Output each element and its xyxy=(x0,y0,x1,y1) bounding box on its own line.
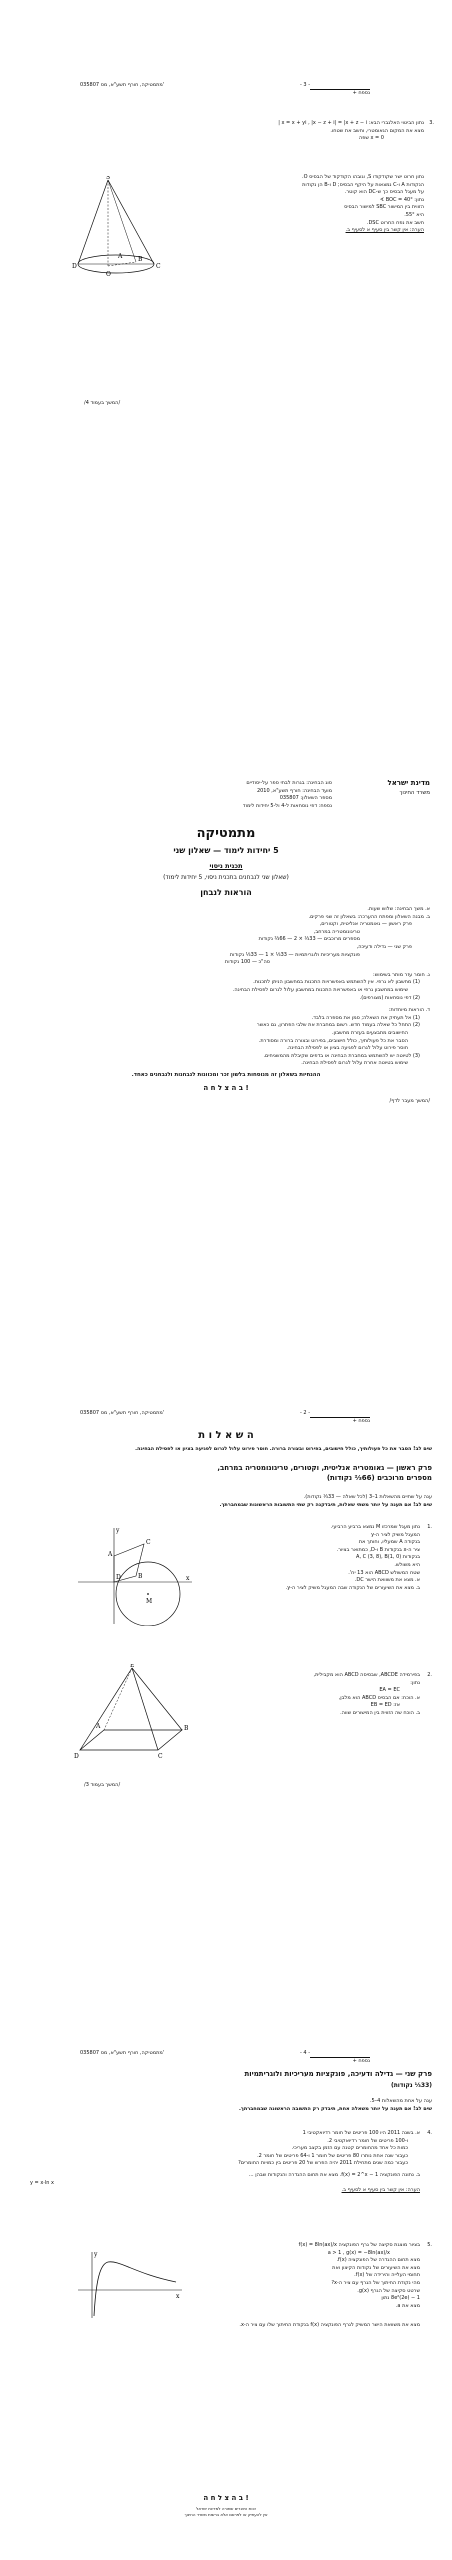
meta-value: דפי נוסחאות ל-4 ול-5 יחידות לימוד xyxy=(242,802,318,809)
header-appendix: + נספח xyxy=(310,2057,370,2064)
q1-line: שטח המשולש ABCD הוא 13 יח'. xyxy=(348,1569,420,1576)
instruction-line: (2) התחל כל שאלה בעמוד חדש. רשום במחברת את שלבי הפתרון, גם כאשר xyxy=(256,1022,420,1029)
q3-line: x = 0 שפה xyxy=(358,135,384,142)
instruction-line: (1) אל תעתיק את השאלה; סמן את מספרה בלבד. xyxy=(311,1014,420,1021)
q3-line: הנקודות A ו-C נמצאות על היקף הבסיס; D ו-B הן נקודות xyxy=(302,181,424,188)
q5-line: מהי נקודת החיתוך של הגרף עם ציר ה-x? xyxy=(331,2279,420,2286)
q3-line: נתון חרוט ישר שקודקודו S, וגובהו הקודקוד של הבסיס O. xyxy=(302,174,424,180)
instruction-line: ד. הוראות מיוחדות: xyxy=(388,1007,430,1014)
page-3 xyxy=(0,0,452,406)
q2-line: ב. הוכח שה הזווית בין המישורים שווה. xyxy=(340,1709,420,1716)
instruction-line: חוסר פירוט עלול לגרום לפגיעה בציון או לפסילת הבחינה. xyxy=(286,1045,408,1052)
instruction-line: (1) מחשבון לא גרפי. אין להשתמש באפשרויות התכנות במחשבון הניתן לתכנות. xyxy=(253,979,420,986)
q1-line: א. מצא את משוואת הישר DC. xyxy=(354,1577,420,1584)
ministry-name: משרד החינוך xyxy=(399,790,430,796)
meta-label: סוג הבחינה: xyxy=(306,780,332,786)
q1-line: נתון מעגל שמרכזו M נמצא ברביע הרביעי. xyxy=(330,1524,420,1530)
copyright-line: זכות היוצרים שמורה למדינת ישראל xyxy=(196,2506,256,2511)
meta-value: 035807 xyxy=(279,795,299,802)
cone-label: B xyxy=(138,256,143,263)
header-page-number: - 3 - xyxy=(300,82,310,88)
questions-title: ה ש א ל ו ת xyxy=(198,1430,254,1441)
exam-title: מתמטיקה xyxy=(196,826,256,841)
q2-line: בפירמידה ABCDE, שבסיסה ABCD הוא מקבילית, xyxy=(313,1672,420,1678)
continue-note: /המשך בעמוד 4/ xyxy=(84,400,121,406)
question-number: 3. xyxy=(429,120,434,126)
cone-label: A xyxy=(118,253,123,260)
pyramid-label: A xyxy=(96,1723,101,1730)
function-graph xyxy=(76,2250,186,2320)
pyramid-label: E xyxy=(130,1664,135,1669)
circle-label: B xyxy=(138,1573,143,1580)
q1-line: המעגל משיק לציר ה-y xyxy=(371,1531,420,1538)
q5-line: מצא את השיעורים של נקודות הקיצון ואת xyxy=(332,2264,420,2271)
circle-label: C xyxy=(146,1539,151,1546)
question-3b-text xyxy=(194,174,424,235)
axis-label: y xyxy=(94,2251,98,2258)
instruction-line: א. משך הבחינה: שלוש שעות. xyxy=(367,906,430,912)
cover-page xyxy=(0,700,452,1260)
header-exam-code: 035807 מתמטיקה, חורף תשע"א, מס' xyxy=(80,1410,165,1416)
q3-line: נתון: ‎ BOC = 40°∢ xyxy=(379,196,424,203)
q2-line: EA = EC xyxy=(379,1687,400,1694)
trial-note: (שאלון שני לנבחנים בתכנית ניסוי, 5 יחידות לימוד) xyxy=(163,874,289,881)
good-luck: ב ה צ ל ח ה ! xyxy=(203,2494,249,2502)
good-luck: ב ה צ ל ח ה ! xyxy=(203,1084,249,1092)
gender-note: ההנחיות בשאלון זה מנוסחות בלשון זכר ומכוונות לנבחנות ולנבחנים כאחד. xyxy=(131,1072,321,1078)
q5-line: תחומי העלייה והירידה של f(x). xyxy=(354,2272,420,2279)
chapter-1-instructions: ענה על שתיים מהשאלות 1–3 (לכל שאלה — 33⅓ נקודות). xyxy=(303,1494,432,1500)
cone-label: O xyxy=(106,271,111,278)
instruction-line: ג. חומר עזר מותר בשימוש: xyxy=(373,971,430,978)
pyramid-label: C xyxy=(158,1753,163,1760)
exam-subtitle: 5 יחידות לימוד — שאלון שני xyxy=(173,846,279,855)
question-number: 1. xyxy=(427,1524,432,1530)
cone-figure xyxy=(72,176,164,282)
meta-value: חורף תשע"א, 2010 xyxy=(256,787,301,794)
header-exam-code: 035807 מתמטיקה, חורף תשע"א, מס' xyxy=(80,82,165,88)
chapter-2-note: שים לב! אם תענה על יותר משאלה אחת, תיבדק רק התשובה הראשונה שבמחברתך. xyxy=(239,2106,432,2112)
q4-line: כעבור שנה אחת נותרו 80 פריטים של חומר 1 ו-64 פריטים של חומר 2. xyxy=(257,2152,408,2159)
q3-line: על מעגל הבסיס כך ש-DC הוא קוטר. xyxy=(344,189,424,196)
q3-line: הזווית בין המישור SBC למישור הבסיס xyxy=(344,204,424,211)
pyramid-label: B xyxy=(184,1725,189,1732)
q3-note: הערה: אין קשר בין סעיף א לסעיף ב. xyxy=(345,227,424,234)
chapter-1-note: שים לב! אם תענה על יותר משתי שאלות, תיבדקנה רק שתי התשובות הראשונות שבמחברתך. xyxy=(219,1502,432,1508)
question-number: 5. xyxy=(427,2242,432,2248)
continue-note: /המשך מעבר לדף/ xyxy=(389,1098,430,1104)
q4-line: א. בשנה 2011 היו 100 פריטים של חומר רדיואקטיבי 1 xyxy=(302,2130,420,2136)
q1-line: היא משולש. xyxy=(394,1561,420,1568)
q5-line: 8e²(2e) − 1 נתון xyxy=(381,2295,420,2302)
axis-label: x xyxy=(186,1575,190,1582)
q5-line: שרטט סקיצה של הגרף g(x). xyxy=(357,2287,420,2294)
pyramid-label: D xyxy=(74,1753,79,1760)
header-appendix: + נספח xyxy=(310,1417,370,1424)
q2-line: אז: EB = ED xyxy=(370,1702,400,1709)
chapter-2-instructions: ענה על אחת מהשאלות 4–5. xyxy=(369,2098,432,2104)
chapter-1-title-2: מספרים מרוכבים (66⅔ נקודות) xyxy=(326,1474,432,1482)
instruction-line: שימוש בטיוטה אחרת עלול לגרום לפסילת הבחינה. xyxy=(301,1060,408,1067)
q4-line: כעבור כמה שנים מתחילת 2011 יהיה הפרש של 20 פריטים בין כמויות החומרים? xyxy=(238,2160,408,2167)
instruction-line: (3) לטיוטה יש להשתמש במחברת הבחינה או בדפים שקיבלת מהמשגיחים. xyxy=(263,1052,420,1059)
instructions-list xyxy=(50,906,430,1068)
q3-line: נתון הביטוי האלגברי הבא: ‎ x = x + yi , |x − z + i| = |x + z − i| xyxy=(278,120,424,126)
q4-line: y = x·ln x xyxy=(30,2179,54,2186)
question-1-text xyxy=(220,1524,420,1592)
question-5-last: מצא את משוואת הישר המשיק לגרף הפונקציה f(x) בנקודת החיתוך שלו עם ציר ה-x. xyxy=(239,2322,420,2328)
q2-line: א. הוכח: אם הבסיס ABCD הוא מלבן, xyxy=(338,1694,420,1701)
circle-label: D xyxy=(116,1574,121,1581)
instruction-line: פרק שני — גדילה ודעיכה, xyxy=(356,943,412,950)
q1-line: בנקודות A, C (3, 8), B(1, 0) xyxy=(356,1554,420,1561)
q3-line: היא ‎55°. xyxy=(404,211,424,218)
axis-label: y xyxy=(116,1527,120,1534)
question-2-text xyxy=(220,1672,420,1718)
q1-line: ציר ה-x בנקודות B ו-D, כמתואר בציור. xyxy=(336,1546,420,1553)
q4-line: ב. נתונה הפונקציה f(x) = 2^x − 1. מצא את תחום ההגדרה והנקודות שבהן ... xyxy=(248,2171,420,2178)
trial-program: תכנית ניסוי xyxy=(209,862,243,870)
instruction-line: פרק ראשון — גאומטריה אנליטית, וקטורים, xyxy=(319,921,412,928)
instruction-line: טריגונומטריה במרחב, xyxy=(313,928,360,935)
q5-line: בציור מוצגת סקיצה של גרף הפונקציה f(x) = 8ln(ax)/x xyxy=(298,2242,420,2248)
q5-line: מצא את a. xyxy=(395,2302,420,2309)
meta-label: מועד הבחינה: xyxy=(302,787,332,794)
q1-line: ב. מצא את השיעורים של הנקודה שבה המעגל משיק לציר ה-y. xyxy=(285,1584,420,1591)
instruction-line: סה"כ — 100 נקודות xyxy=(224,959,270,966)
page-2 xyxy=(0,1410,452,1930)
instruction-line: (2) דפי נוסחאות (מצורפים). xyxy=(359,994,420,1001)
chapter-2-title: פרק שני — גדילה ודעיכה, פונקציות מעריכיות ולוגריתמיות xyxy=(244,2070,432,2078)
q2-line: נתון: xyxy=(410,1679,420,1686)
header-appendix: + נספח xyxy=(310,89,370,96)
q4-note: הערה: אין קשר בין סעיף א לסעיף ב. xyxy=(341,2187,420,2194)
chapter-1-title: פרק ראשון — גאומטריה אנליטית, וקטורים, טריגונומטריה במרחב, xyxy=(217,1464,432,1472)
cone-label: C xyxy=(156,263,161,270)
exam-meta xyxy=(72,780,332,810)
question-3-text xyxy=(164,120,424,143)
general-note: שים לב! הסבר את כל פעולותיך, כולל חישובים, בפירוט ובצורה ברורה. חוסר פירוט עלול לגרום לפגיעה בציון או לפסילת הבחינה. xyxy=(135,1446,432,1452)
q3-line: מצא את המקום הגאומטרי, וחשב את שטחו. xyxy=(330,127,424,134)
page-4 xyxy=(0,2050,452,2550)
question-5-text xyxy=(180,2242,420,2310)
header-page-number: - 4 - xyxy=(300,2050,310,2056)
header-page-number: - 2 - xyxy=(300,1410,310,1416)
instruction-line: מספרים מרוכבים — 33⅓ × 2 — 66⅔ נקודות xyxy=(258,936,360,943)
continue-note: /המשך בעמוד 3/ xyxy=(84,1782,121,1788)
copyright-line: אין להעתיק או לפרסם אלא ברשות משרד החינוך xyxy=(184,2512,268,2517)
chapter-2-points: (33⅓ נקודות) xyxy=(390,2082,432,2089)
cone-label: S xyxy=(106,176,111,181)
axis-label: x xyxy=(176,2293,180,2300)
q5-line: a > 1 , g(x) = −8ln(ax)/x xyxy=(327,2249,390,2256)
q5-line: מצא תחום ההגדרה של הפונקציה f(x). xyxy=(336,2257,420,2264)
question-number: 2. xyxy=(427,1672,432,1678)
instructions-title: הוראות לנבחן xyxy=(200,888,252,897)
q4-line: כמות כל אחד מהחומרים קטנה עם הזמן בקצב מעריכי. xyxy=(291,2145,408,2152)
circle-label: A xyxy=(108,1551,113,1558)
q1-line: בנקודה A שמעליו, וחותך את xyxy=(358,1539,420,1546)
instruction-line: פונקציות מעריכיות ולוגריתמיות — 33⅓ × 1 — 33⅓ נקודות xyxy=(229,951,360,958)
meta-label: מספר השאלון: xyxy=(300,795,332,802)
header-exam-code: 035807 מתמטיקה, חורף תשע"א, מס' xyxy=(80,2050,165,2056)
q4-line: ו-100 פריטים של חומר רדיואקטיבי 2. xyxy=(327,2137,408,2144)
org-name: מדינת ישראל xyxy=(387,779,430,787)
cone-label: D xyxy=(72,263,77,270)
meta-label: נספח: xyxy=(318,802,332,809)
meta-value: בגרות לבתי ספר על-יסודיים xyxy=(246,780,305,786)
instruction-line: החישובים מתבצעים בעזרת מחשבון. xyxy=(331,1029,408,1036)
circle-label: M xyxy=(146,1598,153,1605)
instruction-line: ב. מבנה השאלון ומפתח ההערכה: בשאלון זה שני פרקים. xyxy=(308,913,430,920)
question-4-text xyxy=(30,2130,420,2195)
question-number: 4. xyxy=(427,2130,432,2136)
pyramid-figure xyxy=(74,1664,190,1764)
q3-line: חשב את נפח החרוט DSC. xyxy=(366,219,424,226)
instruction-line: הסבר את כל פעולותיך, כולל חישובים, בפירוט ובצורה ברורה ומסודרת. xyxy=(258,1037,408,1044)
instruction-line: שימוש במחשבון גרפי או באפשרויות התכנות במחשבון עלול לגרום לפסילת הבחינה. xyxy=(232,986,408,993)
circle-figure xyxy=(74,1526,194,1626)
